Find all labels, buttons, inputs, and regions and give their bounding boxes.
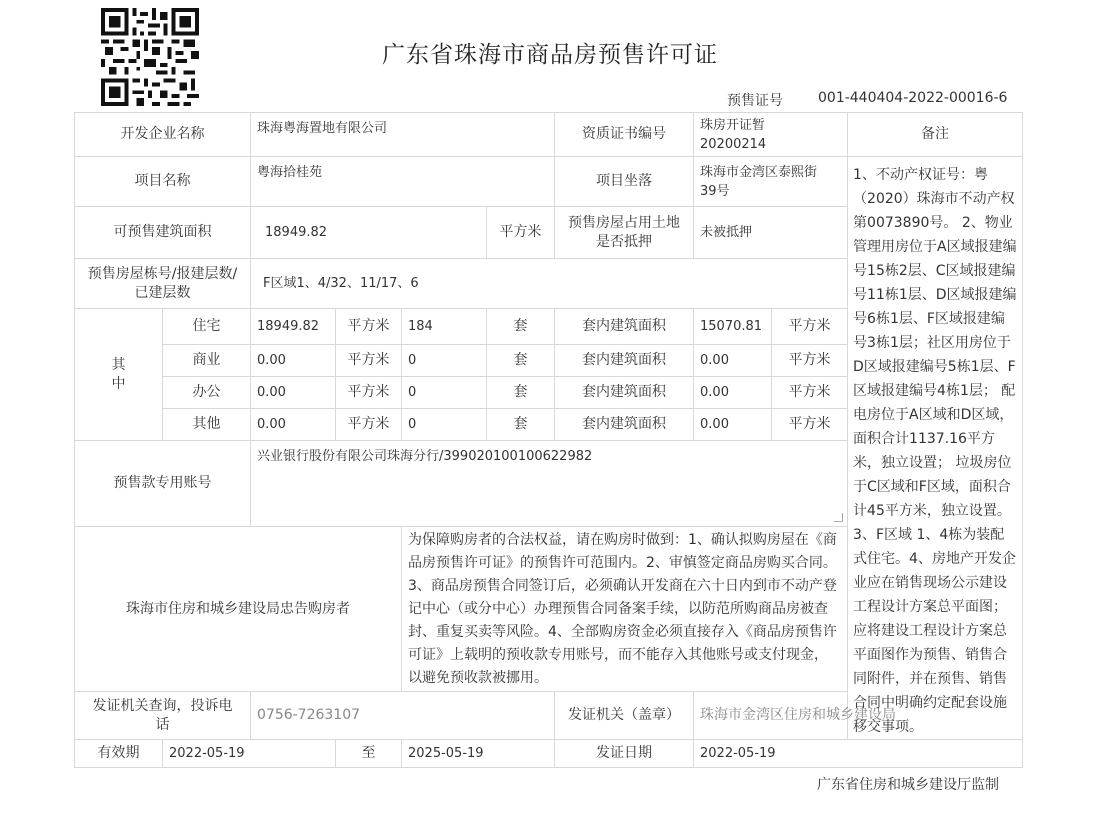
issue-date-value: 2022-05-19 [694,740,1023,768]
validity-from: 2022-05-19 [163,740,336,768]
project-location-value: 珠海市金湾区泰熙街 39号 [694,157,848,207]
breakdown-inner-area: 0.00 [694,409,772,441]
breakdown-area-unit: 平方米 [336,345,402,377]
qualification-label: 资质证书编号 [555,113,694,157]
breakdown-area: 18949.82 [251,309,336,345]
remarks-content: 1、不动产权证号：粤（2020）珠海市不动产权第0073890号。 2、物业管理用房位于A区域报建编号15栋2层、C区域报建编号11栋1层、D区域报建编号6栋1层、F区域报建编号3栋1层；社区用房位于D区域报建编号5栋1层、F区域报建编号4栋1层； 配电房位于A区域和D区域，面积合计1137.16平方米，独立设置； 垃圾房位于C区域和F区域，面积合计45平方米，独立设置。 3、F区域 1、4栋为装配式住宅。4、房地产开发企业应在销售现场公示建设工程设计方案总平面图； 应将建设工程设计方案总平面图作为预售、销售合同附件，并在预售、销售合同中明确约定配套设施移交事项。 [848,157,1023,740]
breakdown-count: 0 [402,345,487,377]
resize-handle-icon[interactable] [834,513,843,522]
account-field[interactable] [251,441,848,527]
breakdown-inner-unit: 平方米 [772,345,848,377]
breakdown-inner-label: 套内建筑面积 [555,345,694,377]
developer-label: 开发企业名称 [75,113,251,157]
permit-table [74,112,1023,768]
account-value: 兴业银行股份有限公司珠海分行/399020100100622982 [257,449,593,464]
qualification-value: 珠房开证暂 20200214 [694,113,848,157]
breakdown-area-unit: 平方米 [336,377,402,409]
presale-area-unit: 平方米 [487,207,555,259]
cert-number-value: 001-440404-2022-00016-6 [818,90,1008,106]
breakdown-area-unit: 平方米 [336,409,402,441]
breakdown-area: 0.00 [251,377,336,409]
breakdown-inner-area: 15070.81 [694,309,772,345]
breakdown-count-unit: 套 [487,345,555,377]
contact-label: 发证机关查询，投诉电 话 [75,692,251,740]
remarks-label: 备注 [848,113,1023,157]
breakdown-type: 住宅 [163,309,251,345]
developer-value: 珠海粤海置地有限公司 [251,113,555,157]
breakdown-group-label: 其 中 [75,309,163,441]
page-title: 广东省珠海市商品房预售许可证 [382,42,718,68]
notice-label: 珠海市住房和城乡建设局忠告购房者 [75,527,402,692]
validity-label: 有效期 [75,740,163,768]
breakdown-count-unit: 套 [487,377,555,409]
breakdown-inner-unit: 平方米 [772,409,848,441]
breakdown-inner-unit: 平方米 [772,309,848,345]
breakdown-type: 其他 [163,409,251,441]
breakdown-area: 0.00 [251,345,336,377]
breakdown-inner-unit: 平方米 [772,377,848,409]
breakdown-type: 办公 [163,377,251,409]
breakdown-count: 0 [402,377,487,409]
presale-area-label: 可预售建筑面积 [75,207,251,259]
issuer-label: 发证机关（盖章） [555,692,694,740]
breakdown-inner-label: 套内建筑面积 [555,377,694,409]
breakdown-type: 商业 [163,345,251,377]
breakdown-count-unit: 套 [487,409,555,441]
buildings-label: 预售房屋栋号/报建层数/ 已建层数 [75,259,251,309]
breakdown-count: 0 [402,409,487,441]
mortgage-label: 预售房屋占用土地 是否抵押 [555,207,694,259]
qr-code [101,8,199,106]
breakdown-area-unit: 平方米 [336,309,402,345]
mortgage-value: 未被抵押 [694,207,848,259]
footer-supervisor: 广东省住房和城乡建设厅监制 [817,777,999,793]
cert-number-label: 预售证号 [727,93,783,109]
breakdown-inner-area: 0.00 [694,377,772,409]
presale-area-value: 18949.82 [251,207,487,259]
breakdown-area: 0.00 [251,409,336,441]
project-location-label: 项目坐落 [555,157,694,207]
buildings-value: F区域1、4/32、11/17、6 [251,259,848,309]
project-name-value: 粤海拾桂苑 [251,157,555,207]
breakdown-count: 184 [402,309,487,345]
breakdown-inner-label: 套内建筑面积 [555,309,694,345]
issue-date-label: 发证日期 [555,740,694,768]
breakdown-inner-label: 套内建筑面积 [555,409,694,441]
breakdown-inner-area: 0.00 [694,345,772,377]
contact-phone: 0756-7263107 [251,692,555,740]
validity-to-label: 至 [336,740,402,768]
notice-text: 为保障购房者的合法权益，请在购房时做到：1、确认拟购房屋在《商品房预售许可证》的预售许可范围内。2、审慎签定商品房购买合同。3、商品房预售合同签订后，必须确认开发商在六十日内到市不动产登记中心（或分中心）办理预售合同备案手续，以防范所购商品房被查封、重复买卖等风险。4、全部购房资金必须直接存入《商品房预售许可证》上载明的预收款专用账号，而不能存入其他账号或支付现金，以避免预收款被挪用。 [402,527,848,692]
account-label: 预售款专用账号 [75,441,251,527]
project-name-label: 项目名称 [75,157,251,207]
issuer-value: 珠海市金湾区住房和城乡建设局 [694,692,1023,740]
validity-to: 2025-05-19 [402,740,555,768]
breakdown-count-unit: 套 [487,309,555,345]
